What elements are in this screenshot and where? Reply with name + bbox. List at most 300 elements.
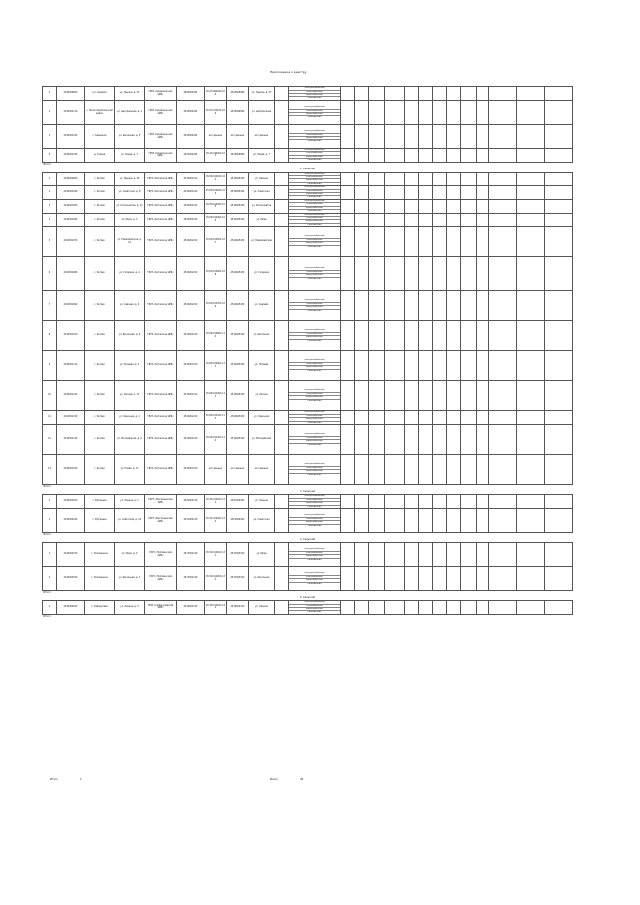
row-number: 2 xyxy=(43,186,57,200)
code: 4510005432 xyxy=(227,291,249,321)
data-cell xyxy=(341,321,355,351)
data-cell xyxy=(405,455,419,485)
cadastral-number: нет данных xyxy=(205,125,227,149)
data-cell xyxy=(369,125,385,149)
cadastral-number: 45:24:010101:121 xyxy=(205,495,227,509)
utility-label: электроснабжение xyxy=(289,106,340,109)
utility-label: газоснабжение xyxy=(289,518,340,521)
utility-label: водоснабжение xyxy=(289,156,340,159)
data-cell xyxy=(419,87,433,101)
data-cell xyxy=(517,125,545,149)
utilities-cell xyxy=(289,172,341,186)
data-cell xyxy=(405,495,419,509)
data-cell xyxy=(477,87,489,101)
address: ул. Ленина, д. 1 xyxy=(115,495,145,509)
address: ул. Новая, д. 7 xyxy=(115,149,145,163)
location: нет данных xyxy=(249,125,275,149)
row-number: 1 xyxy=(43,601,57,615)
spacer-cell xyxy=(275,101,289,125)
data-cell xyxy=(489,186,517,200)
data-cell xyxy=(477,257,489,291)
data-cell xyxy=(477,101,489,125)
utilities-cell xyxy=(289,455,341,485)
location: ул. Заречная xyxy=(249,411,275,425)
data-cell xyxy=(405,186,419,200)
code: 4521004422 xyxy=(227,509,249,533)
utility-label: электроснабжение xyxy=(289,514,340,517)
row-number: 2 xyxy=(43,567,57,591)
inn: 4510001210 xyxy=(177,291,205,321)
data-cell xyxy=(447,227,461,257)
cadastral-number: 45:08:011001:112 xyxy=(205,381,227,411)
data-cell xyxy=(419,455,433,485)
data-cell xyxy=(405,381,419,411)
row-number: 1 xyxy=(43,495,57,509)
address: ул. Школьная, д. 5 xyxy=(115,125,145,149)
data-cell xyxy=(355,567,369,591)
row-number: 12 xyxy=(43,425,57,455)
location: ул. Ленина xyxy=(249,601,275,615)
utility-label: газоснабжение xyxy=(289,605,340,608)
data-cell xyxy=(385,351,405,381)
utility-label: газоснабжение xyxy=(289,190,340,193)
data-cell xyxy=(489,172,517,186)
data-cell xyxy=(447,101,461,125)
data-cell xyxy=(433,411,447,425)
utility-label: канализация xyxy=(307,611,322,614)
data-cell xyxy=(517,495,545,509)
inn: 4521002130 xyxy=(177,495,205,509)
table-row xyxy=(43,101,573,125)
spacer-cell xyxy=(275,601,289,615)
data-cell xyxy=(517,101,545,125)
data-cell xyxy=(405,543,419,567)
organization: ГБУЗ «Кетовская ЦРБ» xyxy=(145,455,177,485)
utility-label: канализация xyxy=(307,245,322,248)
data-cell xyxy=(369,543,385,567)
row-number: 1 xyxy=(43,172,57,186)
utility-label: электроснабжение xyxy=(289,186,340,189)
data-cell xyxy=(405,101,419,125)
address: ул. Новая, д. 17 xyxy=(115,455,145,485)
row-number: 8 xyxy=(43,321,57,351)
data-cell xyxy=(369,172,385,186)
data-cell xyxy=(405,125,419,149)
data-cell xyxy=(419,321,433,351)
table-row xyxy=(43,172,573,186)
data-cell xyxy=(369,495,385,509)
data-cell xyxy=(461,186,477,200)
data-cell xyxy=(433,186,447,200)
data-cell xyxy=(419,149,433,163)
data-cell xyxy=(433,87,447,101)
data-cell xyxy=(545,199,573,213)
utility-label: водоснабжение xyxy=(289,193,340,196)
locality: с. Юргамыш xyxy=(85,509,115,533)
data-cell xyxy=(385,172,405,186)
utility-label: газоснабжение xyxy=(289,271,340,274)
code: 4525006584 xyxy=(227,149,249,163)
data-cell xyxy=(405,321,419,351)
location: ул. Центральная xyxy=(249,101,275,125)
utility-label: водоснабжение xyxy=(289,137,340,140)
data-cell xyxy=(369,321,385,351)
address: ул. Мира, д. 3 xyxy=(115,543,145,567)
location: нет данных xyxy=(249,455,275,485)
spacer-cell xyxy=(275,149,289,163)
cadastral-number: 45:08:010201:104 xyxy=(205,186,227,200)
cadastral-number: 45:08:011101:113 xyxy=(205,411,227,425)
data-cell xyxy=(489,321,517,351)
inn: 4525004432 xyxy=(177,87,205,101)
data-cell xyxy=(461,257,477,291)
utility-label: газоснабжение xyxy=(289,91,340,94)
utility-label: канализация xyxy=(307,582,322,585)
address: ул. Школьная, д. 7 xyxy=(115,567,145,591)
spacer-cell xyxy=(275,87,289,101)
data-cell xyxy=(545,125,573,149)
data-cell xyxy=(433,495,447,509)
data-cell xyxy=(545,425,573,455)
data-cell xyxy=(419,567,433,591)
table-row xyxy=(43,213,573,227)
table-row xyxy=(43,149,573,163)
data-cell xyxy=(489,495,517,509)
data-cell xyxy=(433,257,447,291)
utility-label: газоснабжение xyxy=(289,552,340,555)
location: ул. Мира xyxy=(249,543,275,567)
table-row xyxy=(43,227,573,257)
data-cell xyxy=(385,455,405,485)
utility-label: газоснабжение xyxy=(289,467,340,470)
data-cell xyxy=(545,455,573,485)
code: 4510005432 xyxy=(227,351,249,381)
inventory-number: 4190301110 xyxy=(57,101,85,125)
data-cell xyxy=(385,321,405,351)
spacer-cell xyxy=(275,125,289,149)
spacer-cell xyxy=(275,495,289,509)
data-cell xyxy=(405,257,419,291)
utilities-cell xyxy=(289,87,341,101)
row-number: 11 xyxy=(43,411,57,425)
utility-label: электроснабжение xyxy=(289,329,340,332)
data-cell xyxy=(355,291,369,321)
location: ул. Полевая xyxy=(249,351,275,381)
cadastral-number: 45:08:010101:162 xyxy=(205,172,227,186)
data-cell xyxy=(461,149,477,163)
inn: 4510001210 xyxy=(177,257,205,291)
spacer-cell xyxy=(275,172,289,186)
data-cell xyxy=(545,149,573,163)
location: ул. Космонавтов xyxy=(249,199,275,213)
data-cell xyxy=(447,321,461,351)
organization: ГБУЗ «Кетовская ЦРБ» xyxy=(145,321,177,351)
data-cell xyxy=(477,543,489,567)
inventory-number: 4190301150 xyxy=(57,455,85,485)
utilities-cell xyxy=(289,567,341,591)
code: 4525006584 xyxy=(227,101,249,125)
location: ул. Ленина xyxy=(249,495,275,509)
data-cell xyxy=(545,543,573,567)
organization: ГБУЗ «Кетовская ЦРБ» xyxy=(145,411,177,425)
data-cell xyxy=(545,495,573,509)
data-cell xyxy=(489,411,517,425)
organization: ГБУЗ «Шумихинская ЦРБ» xyxy=(145,101,177,125)
data-cell xyxy=(461,101,477,125)
data-cell xyxy=(461,495,477,509)
data-cell xyxy=(341,567,355,591)
utility-label: канализация xyxy=(307,421,322,424)
data-cell xyxy=(517,509,545,533)
utility-label: канализация xyxy=(307,524,322,527)
utility-label: газоснабжение xyxy=(289,134,340,137)
data-cell xyxy=(517,227,545,257)
address: ул. Заречная, д. 1 xyxy=(115,411,145,425)
inn: 4517001140 xyxy=(177,567,205,591)
data-cell xyxy=(355,227,369,257)
data-cell xyxy=(355,455,369,485)
footer-mid: Всего xyxy=(270,778,278,781)
inn: 4521002130 xyxy=(177,509,205,533)
row-number: 13 xyxy=(43,455,57,485)
locality: с. Сафакулево xyxy=(85,601,115,615)
utility-label: газоснабжение xyxy=(289,152,340,155)
data-cell xyxy=(447,543,461,567)
cadastral-number: 45:08:010301:105 xyxy=(205,199,227,213)
data-cell xyxy=(545,257,573,291)
organization: ГБУЗ «Шумихинская ЦРБ» xyxy=(145,87,177,101)
locality: с. Юргамыш xyxy=(85,495,115,509)
spacer-cell xyxy=(275,567,289,591)
locality: с. Кетово xyxy=(85,257,115,291)
data-cell xyxy=(489,291,517,321)
locality: с. Кетово xyxy=(85,199,115,213)
data-cell xyxy=(461,213,477,227)
inventory-number: 4190301050 xyxy=(57,199,85,213)
data-cell xyxy=(369,351,385,381)
locality: с. Кетово xyxy=(85,351,115,381)
data-cell xyxy=(433,425,447,455)
utility-label: газоснабжение xyxy=(289,203,340,206)
cadastral-number: 45:23:080104:109 xyxy=(205,87,227,101)
utilities-cell xyxy=(289,351,341,381)
data-cell xyxy=(447,257,461,291)
utility-label: водоснабжение xyxy=(289,306,340,309)
inventory-number: 4190304010 xyxy=(57,601,85,615)
address: ул. Лесная, д. 11 xyxy=(115,381,145,411)
data-cell xyxy=(419,601,433,615)
utility-label: электроснабжение xyxy=(289,359,340,362)
data-cell xyxy=(461,411,477,425)
data-cell xyxy=(489,381,517,411)
inn: 4517001140 xyxy=(177,543,205,567)
table-row xyxy=(43,87,573,101)
data-cell xyxy=(517,381,545,411)
data-cell xyxy=(341,601,355,615)
summary-row xyxy=(43,614,573,620)
section-label: 3. Сельский xyxy=(300,490,315,493)
utility-label: водоснабжение xyxy=(289,179,340,182)
document-page xyxy=(20,40,620,780)
utility-label: электроснабжение xyxy=(289,149,340,152)
location: ул. Советская xyxy=(249,509,275,533)
utilities-cell xyxy=(289,199,341,213)
data-cell xyxy=(545,172,573,186)
data-cell xyxy=(433,601,447,615)
data-cell xyxy=(385,186,405,200)
organization: ГБУЗ «Кетовская ЦРБ» xyxy=(145,186,177,200)
data-cell xyxy=(433,509,447,533)
locality: с. Кетово xyxy=(85,455,115,485)
code: 4525006584 xyxy=(227,87,249,101)
data-cell xyxy=(341,257,355,291)
spacer-cell xyxy=(275,321,289,351)
data-cell xyxy=(369,149,385,163)
inventory-number: 4190302020 xyxy=(57,509,85,533)
inventory-number: 4190303010 xyxy=(57,543,85,567)
data-cell xyxy=(477,567,489,591)
data-cell xyxy=(405,172,419,186)
data-cell xyxy=(489,101,517,125)
data-cell xyxy=(385,381,405,411)
organization: ГБУЗ «Шумихинская ЦРБ» xyxy=(145,149,177,163)
data-cell xyxy=(545,186,573,200)
utilities-cell xyxy=(289,495,341,509)
data-cell xyxy=(419,125,433,149)
registry-table xyxy=(42,86,573,620)
row-number: 5 xyxy=(43,227,57,257)
spacer-cell xyxy=(275,199,289,213)
data-cell xyxy=(405,425,419,455)
data-cell xyxy=(489,227,517,257)
inventory-number: 4190301130 xyxy=(57,411,85,425)
data-cell xyxy=(447,567,461,591)
data-cell xyxy=(355,213,369,227)
utility-label: канализация xyxy=(307,97,322,100)
utility-label: электроснабжение xyxy=(289,173,340,176)
inventory-number: 4190301120 xyxy=(57,381,85,411)
data-cell xyxy=(385,411,405,425)
data-cell xyxy=(405,213,419,227)
inventory-number: 4190301060 xyxy=(57,213,85,227)
data-cell xyxy=(447,213,461,227)
data-cell xyxy=(477,321,489,351)
table-row xyxy=(43,411,573,425)
data-cell xyxy=(517,351,545,381)
utility-label: канализация xyxy=(307,159,322,162)
data-cell xyxy=(461,455,477,485)
cadastral-number: 45:23:040201:101 xyxy=(205,149,227,163)
cadastral-number: 45:08:010701:109 xyxy=(205,291,227,321)
summary-label: Итого xyxy=(43,162,51,166)
data-cell xyxy=(355,125,369,149)
data-cell xyxy=(433,125,447,149)
code: 4517003312 xyxy=(227,567,249,591)
address: ул. Садовая, д. 6 xyxy=(115,291,145,321)
utility-label: электроснабжение xyxy=(289,548,340,551)
data-cell xyxy=(419,411,433,425)
cadastral-number: 45:08:010901:111 xyxy=(205,351,227,381)
utilities-cell xyxy=(289,257,341,291)
data-cell xyxy=(405,87,419,101)
utility-label: водоснабжение xyxy=(289,555,340,558)
data-cell xyxy=(545,227,573,257)
location: ул. Ленина xyxy=(249,172,275,186)
data-cell xyxy=(369,425,385,455)
organization: ГБУЗ «Кетовская ЦРБ» xyxy=(145,213,177,227)
data-cell xyxy=(341,351,355,381)
spacer-cell xyxy=(275,455,289,485)
data-cell xyxy=(419,227,433,257)
data-cell xyxy=(545,351,573,381)
utility-label: электроснабжение xyxy=(289,130,340,133)
utility-label: электроснабжение xyxy=(289,214,340,217)
data-cell xyxy=(477,455,489,485)
utility-label: канализация xyxy=(307,116,322,119)
data-cell xyxy=(461,425,477,455)
spacer-cell xyxy=(275,351,289,381)
data-cell xyxy=(385,291,405,321)
code: 4510005432 xyxy=(227,227,249,257)
organization: ГБУЗ «Кетовская ЦРБ» xyxy=(145,425,177,455)
utility-label: газоснабжение xyxy=(289,176,340,179)
code: 4510005432 xyxy=(227,186,249,200)
utility-label: канализация xyxy=(307,309,322,312)
inn: 4510001210 xyxy=(177,425,205,455)
address: ул. Советская, д. 14 xyxy=(115,509,145,533)
data-cell xyxy=(461,381,477,411)
inventory-number: 4190301230 xyxy=(57,149,85,163)
data-cell xyxy=(477,213,489,227)
location: ул. Гагарина xyxy=(249,257,275,291)
data-cell xyxy=(355,543,369,567)
inn: 4510001210 xyxy=(177,213,205,227)
data-cell xyxy=(341,199,355,213)
data-cell xyxy=(419,257,433,291)
address: ул. Гагарина, д. 4 xyxy=(115,257,145,291)
data-cell xyxy=(477,199,489,213)
location: ул. Школьная xyxy=(249,321,275,351)
data-cell xyxy=(355,321,369,351)
locality: с. Кетово xyxy=(85,227,115,257)
data-cell xyxy=(517,172,545,186)
cadastral-number: 45:08:011201:114 xyxy=(205,425,227,455)
data-cell xyxy=(517,257,545,291)
data-cell xyxy=(447,149,461,163)
data-cell xyxy=(461,321,477,351)
data-cell xyxy=(405,351,419,381)
data-cell xyxy=(355,425,369,455)
document-title: Приложение к реестру xyxy=(270,70,307,74)
location: ул. Новая, д. 7 xyxy=(249,149,275,163)
data-cell xyxy=(355,495,369,509)
inn: 4510001210 xyxy=(177,321,205,351)
data-cell xyxy=(355,199,369,213)
data-cell xyxy=(489,213,517,227)
utility-label: электроснабжение xyxy=(289,463,340,466)
data-cell xyxy=(405,149,419,163)
utility-label: газоснабжение xyxy=(289,415,340,418)
data-cell xyxy=(341,149,355,163)
data-cell xyxy=(545,321,573,351)
inventory-number: 4190304000 xyxy=(57,172,85,186)
data-cell xyxy=(477,425,489,455)
data-cell xyxy=(419,186,433,200)
locality: д. Старая xyxy=(85,149,115,163)
table-row xyxy=(43,199,573,213)
data-cell xyxy=(489,567,517,591)
row-number: 9 xyxy=(43,351,57,381)
